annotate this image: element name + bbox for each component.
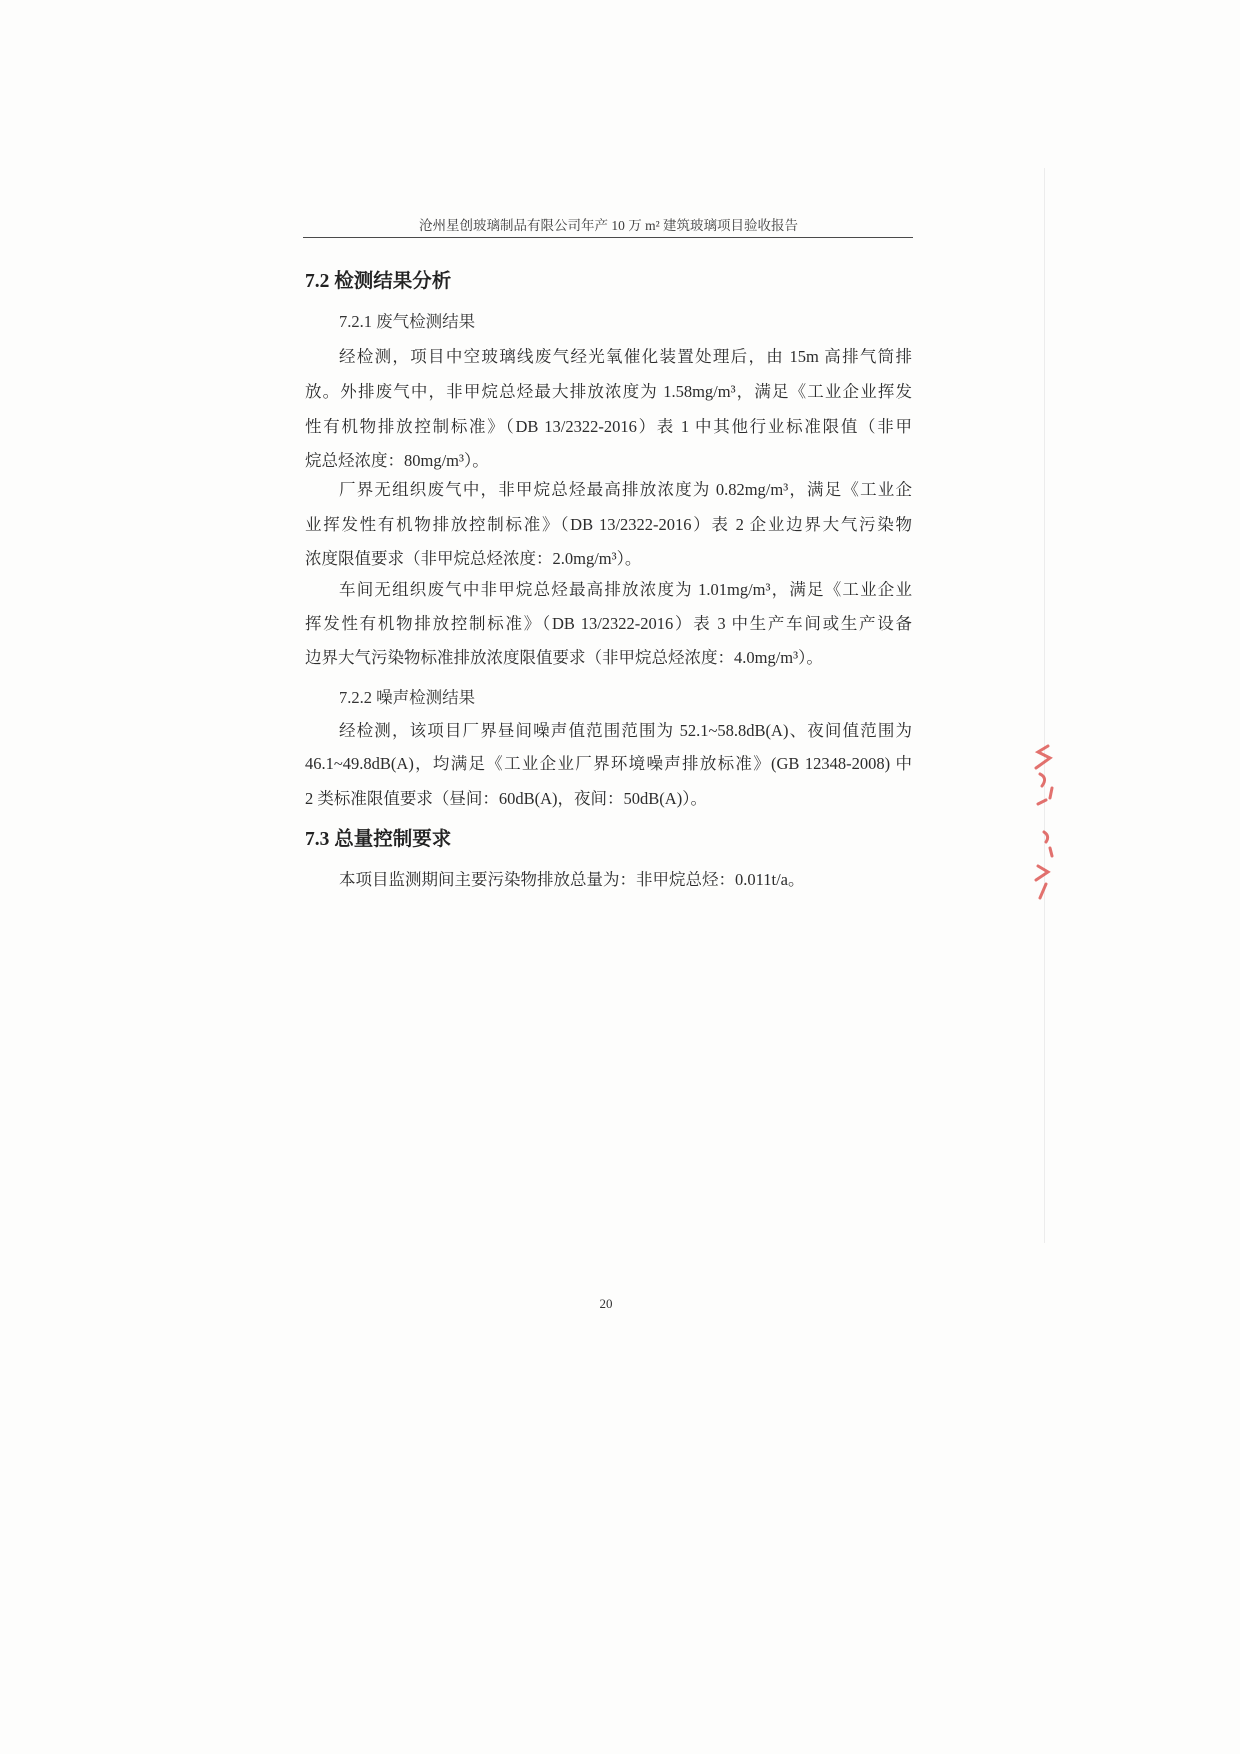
paragraph-line: 车间无组织废气中非甲烷总烃最高排放浓度为 1.01mg/m³，满足《工业企业 [339,580,912,599]
paragraph-line: 放。外排废气中，非甲烷总烃最大排放浓度为 1.58mg/m³，满足《工业企业挥发 [305,382,912,401]
seal-fragment [1026,740,1060,910]
section-heading-7-2: 7.2 检测结果分析 [305,271,452,292]
section-heading-7-3: 7.3 总量控制要求 [305,829,452,850]
paragraph-line: 经检测，项目中空玻璃线废气经光氧催化装置处理后，由 15m 高排气筒排 [339,347,912,366]
paragraph-line: 业挥发性有机物排放控制标准》（DB 13/2322-2016）表 2 企业边界大气污染物 [305,515,912,534]
paragraph-line: 本项目监测期间主要污染物排放总量为：非甲烷总烃：0.011t/a。 [339,870,805,889]
paragraph-line: 经检测，该项目厂界昼间噪声值范围范围为 52.1~58.8dB(A)、夜间值范围为 [339,721,912,740]
scan-edge-shadow [1044,168,1045,1243]
paragraph-line: 浓度限值要求（非甲烷总烃浓度：2.0mg/m³）。 [305,549,642,568]
paragraph-line: 挥发性有机物排放控制标准》（DB 13/2322-2016）表 3 中生产车间或生产设备 [305,614,912,633]
paragraph-line: 46.1~49.8dB(A)，均满足《工业企业厂界环境噪声排放标准》(GB 12348-2008) 中 [305,754,912,773]
paragraph-line: 烷总烃浓度：80mg/m³）。 [305,451,489,470]
page-number: 20 [599,1296,613,1311]
running-header: 沧州星创玻璃制品有限公司年产 10 万 m² 建筑玻璃项目验收报告 [418,218,799,233]
paragraph-line: 2 类标准限值要求（昼间：60dB(A)，夜间：50dB(A)）。 [305,789,707,808]
subsection-heading-7-2-1: 7.2.1 废气检测结果 [339,312,476,331]
header-rule [303,237,913,238]
paragraph-line: 性有机物排放控制标准》（DB 13/2322-2016）表 1 中其他行业标准限值（非甲 [305,417,912,436]
subsection-heading-7-2-2: 7.2.2 噪声检测结果 [339,688,476,707]
paragraph-line: 边界大气污染物标准排放浓度限值要求（非甲烷总烃浓度：4.0mg/m³）。 [305,648,823,667]
paragraph-line: 厂界无组织废气中，非甲烷总烃最高排放浓度为 0.82mg/m³，满足《工业企 [339,480,912,499]
